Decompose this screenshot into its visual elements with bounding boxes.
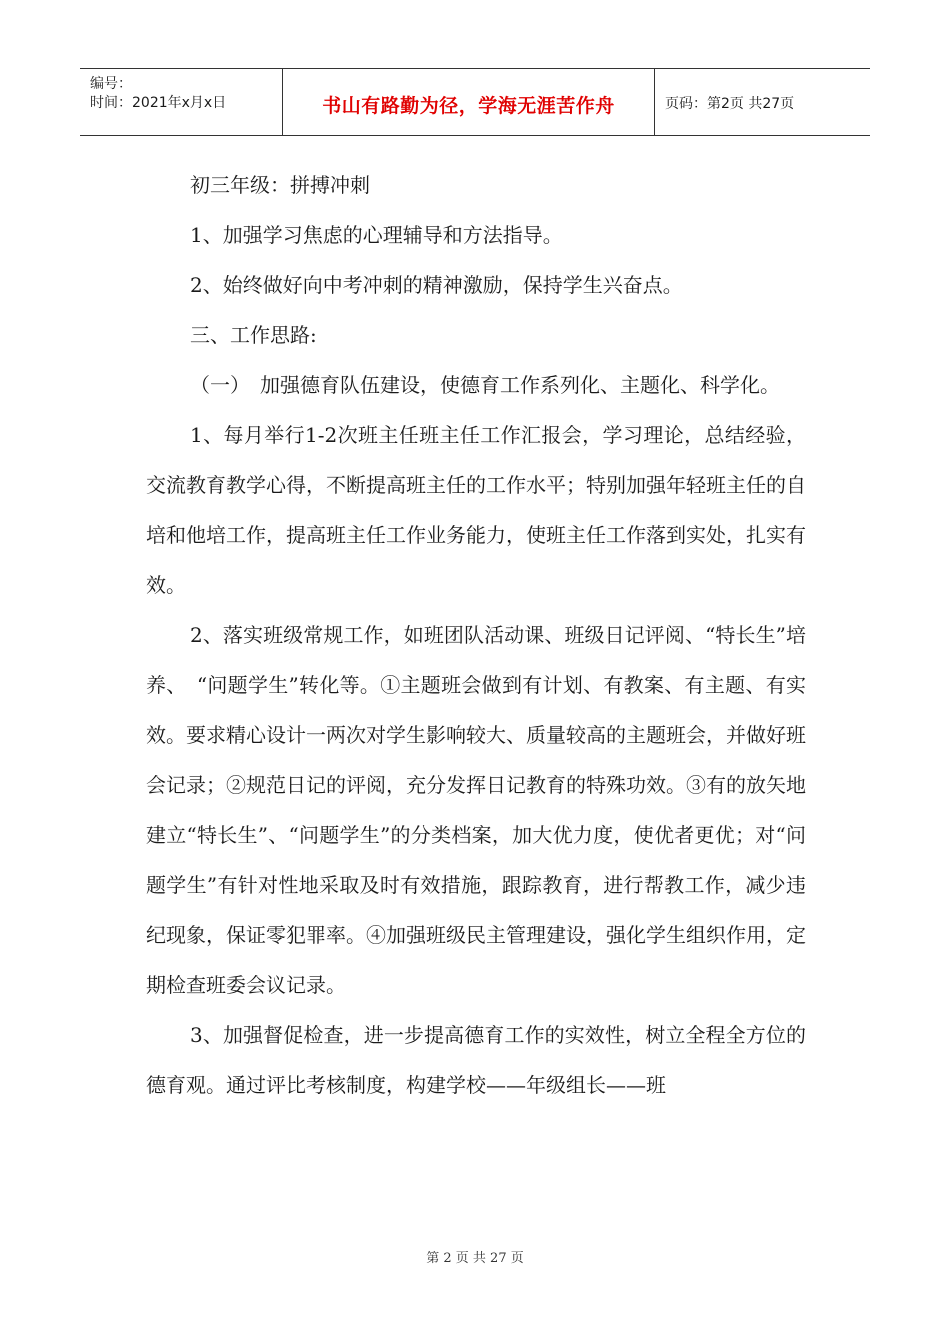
paragraph-item: 2、落实班级常规工作，如班团队活动课、班级日记评阅、“特长生”培养、 “问题学生”转化等。①主题班会做到有计划、有教案、有主题、有实效。要求精心设计一两次对学生影响较大、质量较高的主题班会，并做好班会记录；②规范日记的评阅，充分发挥日记教育的特殊功效。③有的放矢地建立“特长生”、“问题学生”的分类档案，加大优力度，使优者更优；对“问题学生”有针对性地采取及时有效措施，跟踪教育，进行帮教工作，减少违纪现象，保证零犯罪率。④加强班级民主管理建设，强化学生组织作用，定期检查班委会议记录。 [146, 623, 806, 997]
header-motto-cell [283, 69, 655, 135]
document-body [146, 160, 806, 1110]
header-page-cell [655, 69, 870, 135]
grade-heading: 初三年级：拼搏冲刺 [190, 173, 370, 197]
subsection-heading: （一） 加强德育队伍建设，使德育工作系列化、主题化、科学化。 [190, 373, 780, 397]
motto-text: 书山有路勤为径，学海无涯苦作舟 [322, 95, 615, 117]
header-left-cell [80, 69, 283, 135]
section-heading: 三、工作思路: [190, 323, 317, 347]
page-footer: 第 2 页 共 27 页 [426, 1251, 524, 1266]
paragraph-item: 2、始终做好向中考冲刺的精神激励，保持学生兴奋点。 [190, 273, 683, 297]
paragraph-item: 1、加强学习焦虑的心理辅导和方法指导。 [190, 223, 563, 247]
paragraph-item: 1、每月举行1-2次班主任班主任工作汇报会，学习理论，总结经验，交流教育教学心得，不断提高班主任的工作水平；特别加强年轻班主任的自培和他培工作，提高班主任工作业务能力，使班主任工作落到实处，扎实有效。 [146, 423, 806, 597]
paragraph-item: 3、加强督促检查，进一步提高德育工作的实效性，树立全程全方位的德育观。通过评比考核制度，构建学校——年级组长——班 [146, 1023, 806, 1097]
page-header [80, 68, 870, 136]
document-number-label: 编号： [90, 76, 132, 92]
date-label: 时间：2021年x月x日 [90, 95, 227, 111]
header-page-number: 页码：第2页 共27页 [665, 96, 795, 112]
